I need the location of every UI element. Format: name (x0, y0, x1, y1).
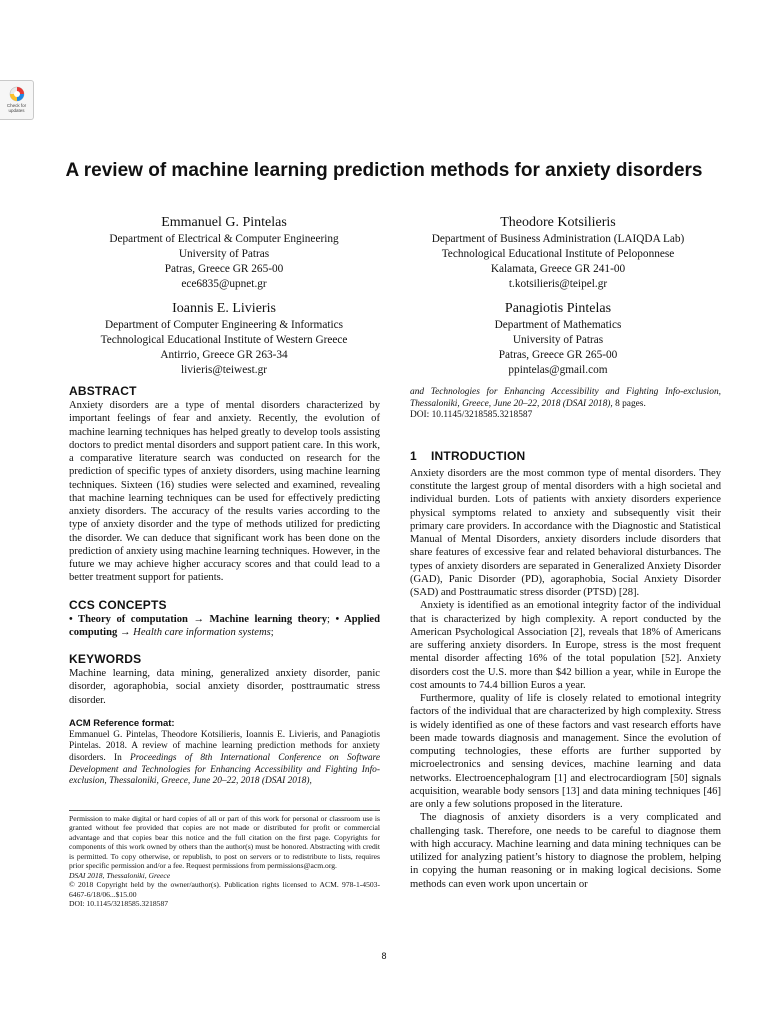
keywords-text: Machine learning, data mining, generalized anxiety disorder, panic disorder, agoraphobia, social anxiety disorder, posttraumatic stress disorder. (69, 668, 380, 706)
acm-reference-venue: Proceedings of 8th International Conference on Software Development and Technologies for Enhancing Accessibility and Fighting Info-exclusion, Thessaloniki, Greece, June 20–22, 2018 (DSAI 2018), (69, 752, 380, 787)
author-email[interactable]: livieris@teiwest.gr (180, 364, 267, 376)
author-block-3 (64, 299, 384, 378)
abstract-text: Anxiety disorders are a type of mental disorders characterized by important feelings of fear and anxiety. Recently, the evolution of machine learning techniques has helped greatly to develop tools assisting doctors to predict mental disorders and support patient care. In this work, a comparative literature search was conducted on research for the prediction of specific types of anxiety disorders, using machine learning techniques. Sixteen (16) studies were selected and examined, revealing that machine learning techniques can be used for effectively predicting anxiety disorders. The accuracy of the results varies according to the type of anxiety disorder and the type of methods utilized for predicting the disorder. We can deduce that significant work has been done on the prediction of anxiety using machine learning techniques. However, in the future we may achieve higher accuracy scores and that could lead to a better treatment support for patients. (69, 400, 380, 584)
author-email[interactable]: ppintelas@gmail.com (508, 364, 608, 376)
abstract-heading: ABSTRACT (69, 384, 137, 398)
acm-reference-doi[interactable]: DOI: 10.1145/3218585.3218587 (410, 410, 533, 421)
footnote-doi: DOI: 10.1145/3218585.3218587 (69, 899, 169, 909)
badge-text-line2: updates (8, 108, 25, 113)
author-block-4 (398, 299, 718, 378)
author-name: Ioannis E. Livieris (172, 301, 276, 316)
ccs-concept: Machine learning theory (209, 613, 328, 625)
permission-text: Permission to make digital or hard copies of all or part of this work for personal or classroom use is granted without fee provided that copies are not made or distributed for profit or commercial advantage and that copies bear this notice and the full citation on the first page. Copyrights for components of this work owned by others than the author(s) must be honored. Abstracting with credit is permitted. To copy otherwise, or republish, to post on servers or to redistribute to lists, requires prior specific permission and/or a fee. Request permissions from permissions@acm.org. (69, 814, 380, 871)
intro-paragraph-2: Anxiety is identified as an emotional integrity factor of the individual that is characterized by high complexity. A report conducted by the American Psychological Association [2], reveals that 18% of Americans are suffering anxiety disorders. In Europe, stress is the most frequent mental disorder affecting 16% of the total population [52]. Anxiety disorders cost the U.S. more than $42 billion a year, while in Europe the cost amounts to 74.4 billion Euros a year. (410, 600, 721, 691)
ccs-heading: CCS CONCEPTS (69, 597, 167, 612)
crossmark-icon (9, 86, 25, 102)
conference-name: DSAI 2018, Thessaloniki, Greece (69, 870, 171, 880)
acm-reference-text (69, 730, 380, 788)
page-number: 8 (381, 951, 387, 961)
author-block-1 (64, 213, 384, 292)
copyright-text: © 2018 Copyright held by the owner/author(s). Publication rights licensed to ACM. 978-1-4503-6467-6/18/06...$15.00 (69, 880, 380, 899)
author-affiliation: University of Patras (512, 334, 604, 346)
ccs-concept: Health care information systems (133, 626, 271, 638)
author-affiliation: University of Patras (178, 248, 270, 260)
right-column (410, 387, 721, 891)
intro-paragraph-3: Furthermore, quality of life is closely related to emotional integrity factors of the individual that are characterized by high complexity. Stress is widely identified as one of these factors and vast research efforts have been made towards diagnosis and management. Since the evolution of computing technologies, these efforts are further supported by microelectronics and sensing devices, machine learning and data networks. Electroencephalogram [1] and electrocardiogram [50] signals acquisition, wearable body sensors [13] and data mining techniques [46] are only a few solutions proposed in the literature. (410, 693, 721, 811)
author-block-2 (398, 213, 718, 292)
author-address: Antirrio, Greece GR 263-34 (160, 349, 288, 361)
acm-reference-continued (410, 387, 721, 410)
author-address: Kalamata, Greece GR 241-00 (490, 263, 626, 275)
introduction-heading: 1 INTRODUCTION (410, 448, 526, 463)
keywords-heading: KEYWORDS (69, 652, 142, 666)
author-address: Patras, Greece GR 265-00 (498, 349, 618, 361)
author-name: Panagiotis Pintelas (504, 301, 612, 316)
paper-title: A review of machine learning prediction methods for anxiety disorders (65, 160, 703, 181)
acm-reference-part: Emmanuel G. Pintelas, Theodore Kotsilieris, Ioannis E. Livieris, and Panagiotis Pintelas. 2018. A review of machine learning prediction methods for anxiety disorders. In (69, 729, 380, 763)
ccs-end: ; (270, 626, 274, 638)
acm-reference-venue-cont: and Technologies for Enhancing Accessibility and Fighting Info-exclusion, Thessaloniki, Greece, June 20–22, 2018 (DSAI 2018), (410, 387, 721, 409)
acm-reference (69, 718, 380, 788)
author-affiliation: Technological Educational Institute of Western Greece (100, 334, 348, 346)
author-email[interactable]: t.kotsilieris@teipel.gr (508, 278, 608, 290)
acm-reference-heading: ACM Reference format: (69, 717, 175, 729)
ccs-concept: • Applied computing (69, 613, 381, 638)
left-column (69, 384, 380, 788)
author-affiliation: Department of Mathematics (494, 319, 622, 331)
intro-paragraph-1: Anxiety disorders are the most common type of mental disorders. They constitute the largest group of mental disorders with a high societal and individual burden. Lots of patients with anxiety disorders experience physical symptoms related to anxiety and subsequently visit their primary care providers. In accordance with the Diagnostic and Statistical Manual of Mental Disorders, anxiety disorders include disorders that share features of excessive fear and related behavioral disturbances. The types of anxiety disorders are separated in Generalized Anxiety Disorder (GAD), Panic Disorder (PD), agoraphobia, Social Anxiety Disorder (SAD) and Posttraumatic stress disorder (PTSD) [28]. (410, 467, 721, 599)
author-affiliation: Department of Business Administration (LAIQDA Lab) (431, 233, 685, 245)
author-affiliation: Department of Computer Engineering & Informatics (104, 319, 344, 331)
acm-reference-pages: 8 pages. (612, 398, 646, 409)
author-address: Patras, Greece GR 265-00 (164, 263, 284, 275)
ccs-arrow: → (117, 626, 134, 638)
check-for-updates-badge[interactable] (0, 80, 34, 120)
ccs-concept: • Theory of computation (69, 613, 188, 625)
author-affiliation: Department of Electrical & Computer Engineering (109, 233, 339, 245)
author-affiliation: Technological Educational Institute of Peloponnese (441, 248, 675, 260)
ccs-arrow: → (187, 613, 210, 625)
permission-footnote (69, 810, 380, 909)
intro-paragraph-4: The diagnosis of anxiety disorders is a very complicated and challenging task. Therefore, one needs to be careful to diagnose them with high accuracy. Machine learning and data mining techniques can be utilized for analyzing patient’s history to diagnose the problem, helping in copying the human reasoning or in making logical decisions. Some methods can even work upon uncertain or (410, 812, 721, 890)
ccs-separator: ; (327, 613, 336, 625)
author-email[interactable]: ece6835@upnet.gr (181, 278, 267, 290)
ccs-concepts-text (69, 613, 380, 640)
author-name: Theodore Kotsilieris (500, 215, 616, 230)
author-name: Emmanuel G. Pintelas (161, 215, 287, 230)
badge-text-line1: Check for (6, 103, 27, 108)
